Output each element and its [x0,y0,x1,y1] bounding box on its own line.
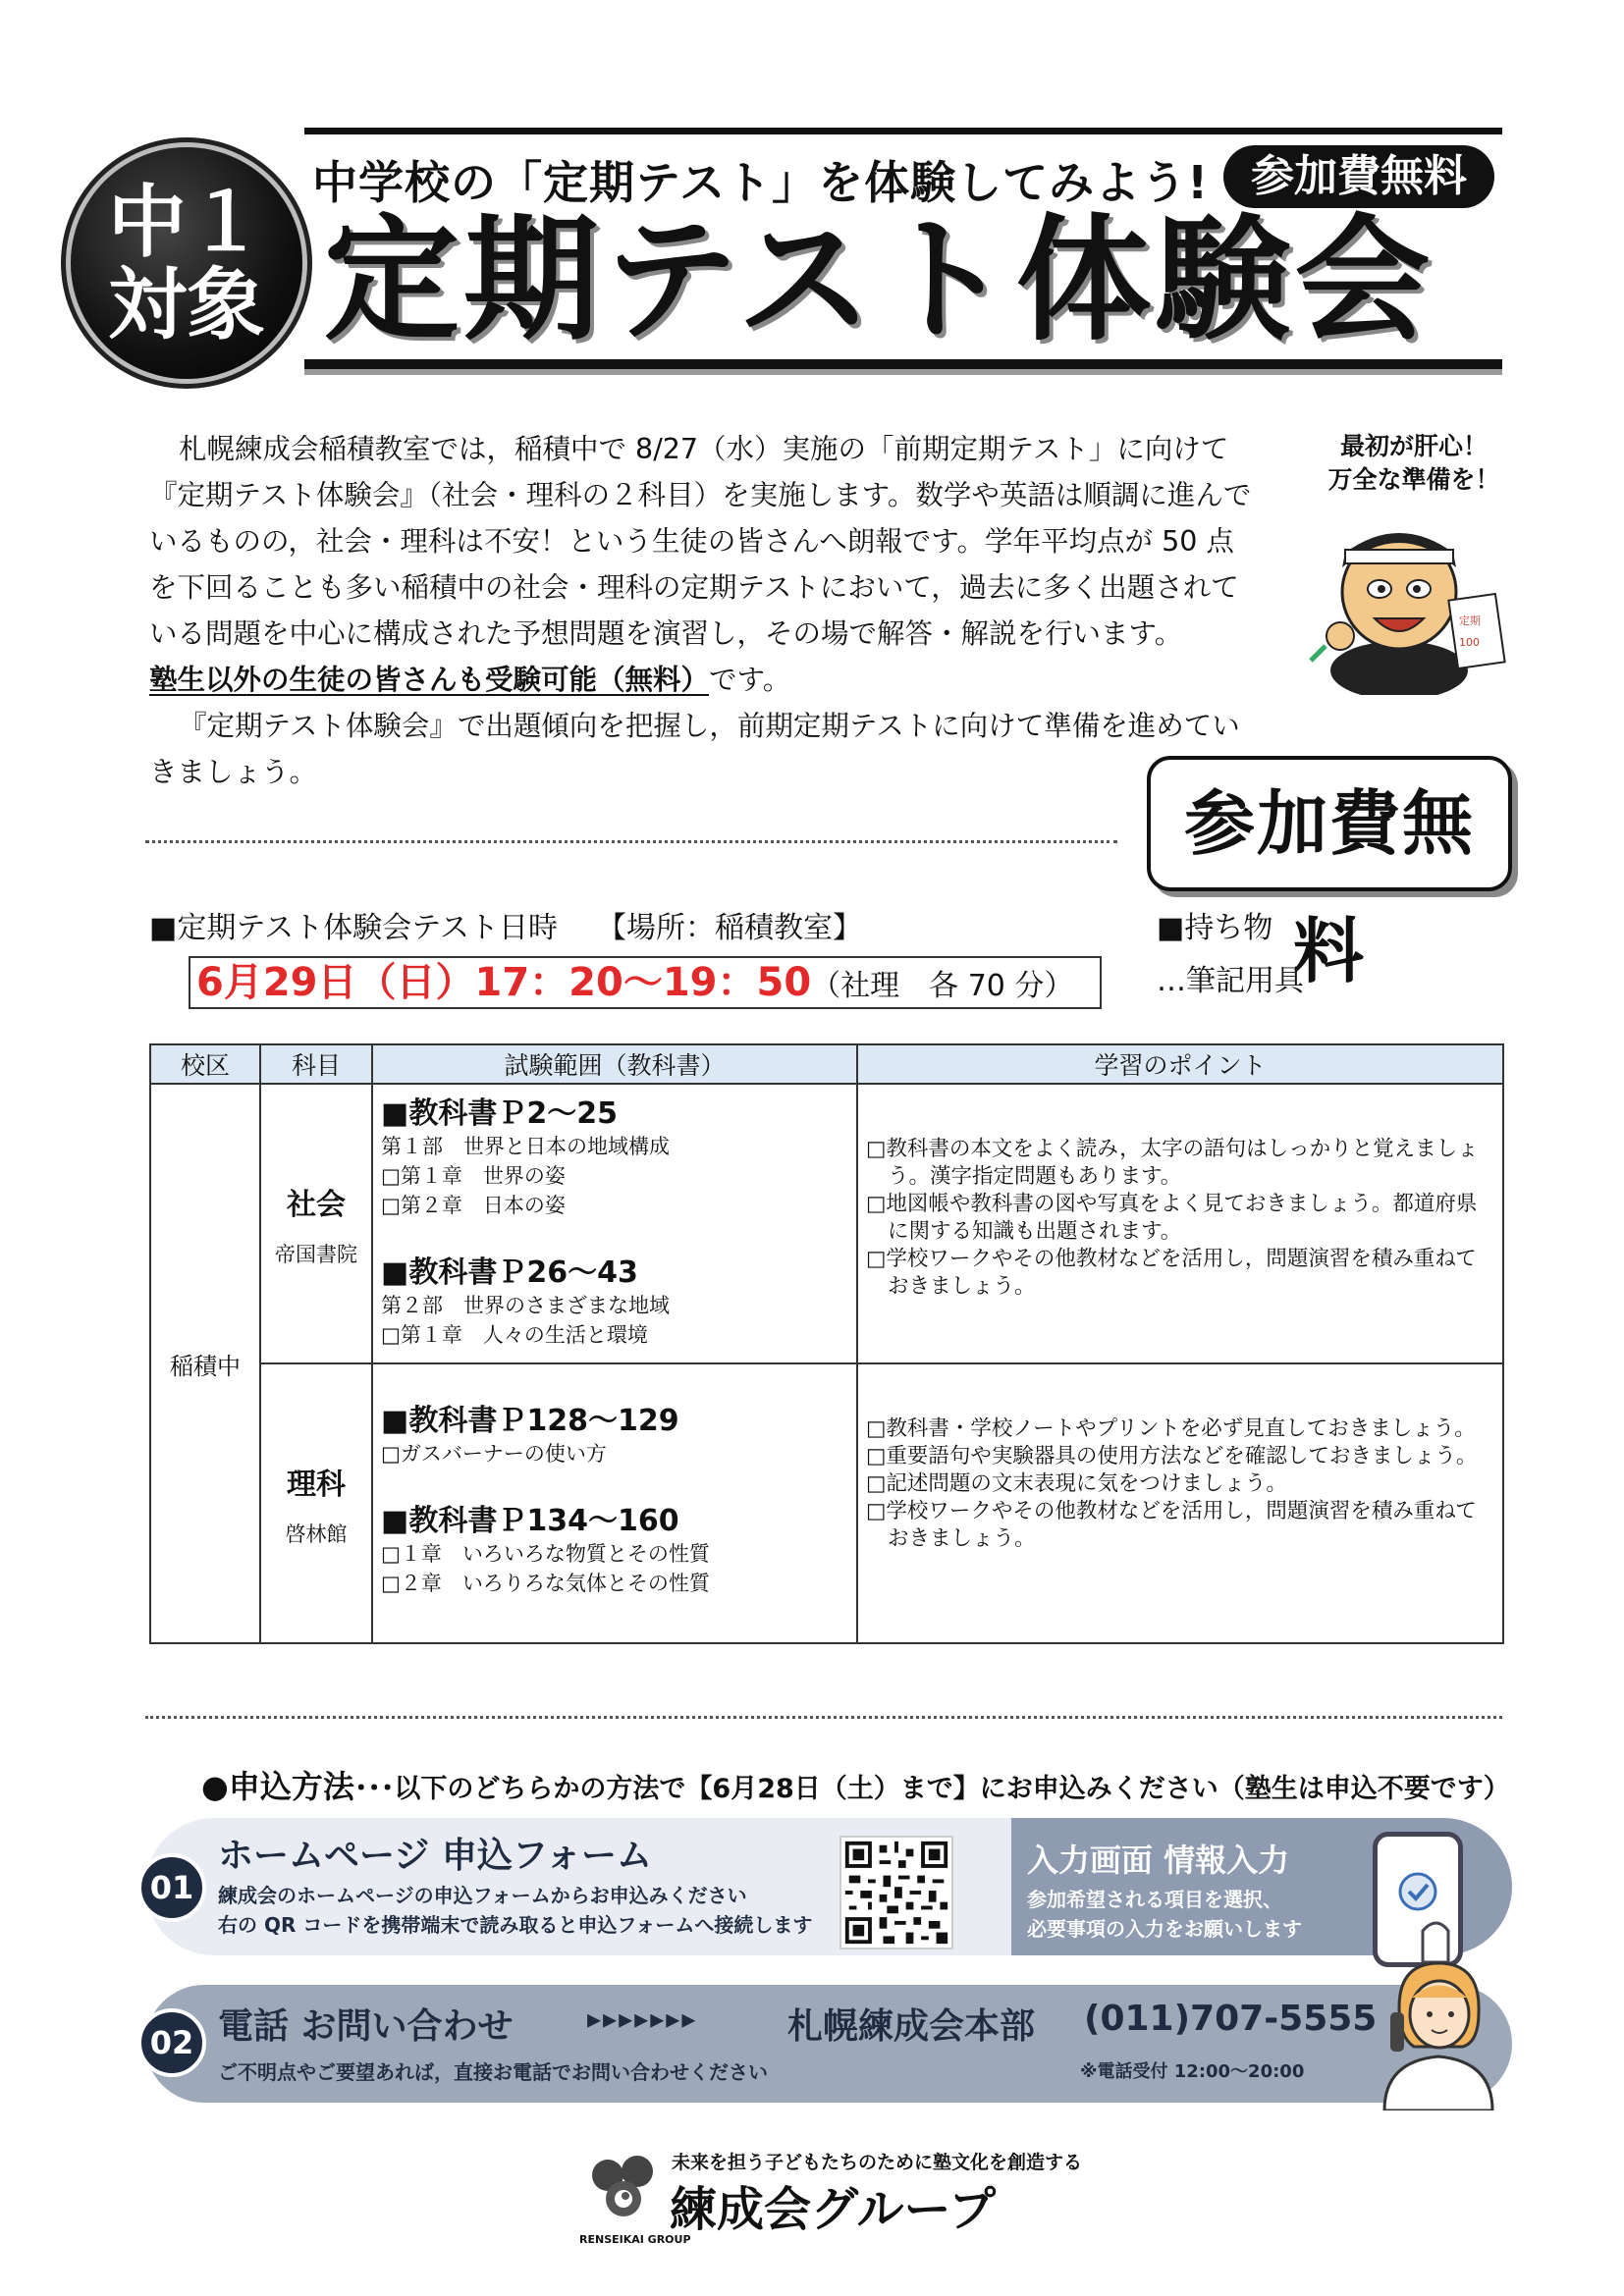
footer-org-name: 練成会グループ [670,2182,997,2237]
footer-logo-text: RENSEIKAI GROUP [579,2233,691,2246]
header-subject: 科目 [260,1044,372,1084]
range-heading: ■教科書Ｐ26〜43 [381,1255,638,1290]
study-point: □教科書の本文をよく読み，太字の語句はしっかりと覚えましょう。漢字指定問題もあります。 [866,1137,1479,1189]
bring-value: …筆記用具 [1157,964,1304,998]
mascot-speech-line2: 万全な準備を！ [1327,465,1500,494]
intro-emphasis-tail: です。 [709,664,791,696]
range-line: □第２章 日本の姿 [381,1194,566,1217]
footer-slogan: 未来を担う子どもたちのために塾文化を創造する [672,2152,1083,2173]
smartphone-icon [1373,1832,1463,1967]
exam-range-table [149,1043,1504,1644]
target-grade-badge [71,147,302,379]
method1-right-title: 入力画面 情報入力 [1027,1842,1290,1879]
bring-heading: ■持ち物 [1157,911,1273,945]
publisher-name: 啓林館 [285,1522,348,1546]
schedule-datetime: 6月29日（日）17：20〜19：50 [196,960,812,1005]
header-top-rule [304,128,1502,134]
study-point: □記述問題の文末表現に気をつけましょう。 [866,1471,1287,1496]
range-line: □第１章 人々の生活と環境 [381,1323,648,1347]
mascot-speech-line1: 最初が肝心！ [1339,432,1488,460]
renseikai-logo-icon [584,2150,663,2228]
method1-right-line2: 必要事項の入力をお願いします [1027,1917,1302,1941]
schedule-date-box [189,956,1102,1009]
table-header-row [150,1044,1503,1084]
phone-operator-icon [1365,1953,1512,2110]
intro-paragraph-2 [149,657,1259,703]
method1-line2: 右の QR コードを携帯端末で読み取ると申込フォームへ接続します [218,1913,813,1937]
office-name: 札幌練成会本部 [787,2006,1036,2047]
method2-number: 02 [137,2008,206,2077]
study-point: □学校ワークやその他教材などを活用し，問題演習を積み重ねておきましょう。 [866,1499,1477,1551]
free-fee-box: 参加費無料 [1147,756,1512,891]
schedule-heading [149,903,862,946]
school-name: 稲積中 [170,1352,241,1380]
study-point: □重要語句や実験器具の使用方法などを確認しておきましょう。 [866,1444,1478,1468]
free-fee-pill: 参加費無料 [1223,145,1494,208]
method1-right-line1: 参加希望される項目を選択、 [1027,1888,1282,1911]
method1-line1: 練成会のホームページの申込フォームからお申込みください [218,1884,747,1907]
divider-1 [145,840,1117,843]
points-cell-science [857,1363,1503,1643]
range-cell-social [372,1084,857,1363]
mascot-student-icon [1306,499,1512,695]
divider-2 [145,1716,1502,1719]
subject-cell-social [260,1084,372,1363]
study-point: □教科書・学校ノートやプリントを必ず見直しておきましょう。 [866,1416,1476,1441]
phone-hours: ※電話受付 12:00〜20:00 [1080,2061,1305,2082]
range-heading: ■教科書Ｐ2〜25 [381,1096,618,1131]
header-bottom-rule [304,359,1502,369]
subject-cell-science [260,1363,372,1643]
method2-title: 電話 お問い合わせ [218,2006,514,2047]
header-school: 校区 [150,1044,260,1084]
intro-text [149,426,1259,795]
badge-line2: 対象 [108,259,265,350]
range-line: □第１章 世界の姿 [381,1164,566,1188]
method2-line1: ご不明点やご要望あれば，直接お電話でお問い合わせください [218,2060,768,2084]
points-cell-social [857,1084,1503,1363]
school-cell [150,1084,260,1643]
intro-paragraph-1: 札幌練成会稲積教室では，稲積中で 8/27（水）実施の「前期定期テスト」に向けて『定期テスト体験会』（社会・理科の２科目）を実施します。数学や英語は順調に進んでいるものの，社会・理科は不安！という生徒の皆さんへ朗報です。学年平均点が 50 点を下回ることも多い稲積中の社会・理科の定期テストにおいて，過去に多く出題されている問題を中心に構成された予想問題を演習し，その場で解答・解説を行います。 [149,433,1252,650]
study-point: □地図帳や教科書の図や写真をよく見ておきましょう。都道府県に関する知識も出題されます。 [866,1192,1478,1244]
study-point: □学校ワークやその他教材などを活用し，問題演習を積み重ねておきましょう。 [866,1247,1477,1299]
apply-heading [201,1762,1510,1807]
header-points: 学習のポイント [857,1044,1503,1084]
schedule-title: ■定期テスト体験会テスト日時 [149,911,558,945]
range-heading: ■教科書Ｐ128〜129 [381,1404,679,1438]
arrows-icon: ▸▸▸▸▸▸▸ [587,2002,698,2035]
method1-title: ホームページ 申込フォーム [218,1836,653,1876]
intro-paragraph-3: 『定期テスト体験会』で出題傾向を把握し，前期定期テストに向けて準備を進めていきましょう。 [149,710,1240,788]
table-row-social [150,1084,1503,1363]
range-line: □１章 いろいろな物質とその性質 [381,1542,710,1566]
phone-number[interactable]: (011)707-5555 [1084,1999,1378,2039]
range-cell-science [372,1363,857,1643]
apply-heading-text: ･･･以下のどちらかの方法で【6月28日（土）まで】にお申込みください（塾生は申込不要です） [353,1774,1510,1804]
page-title: 定期テスト体験会 [324,201,1435,359]
range-line: 第１部 世界と日本の地域構成 [381,1135,670,1158]
qr-code-icon[interactable] [839,1836,953,1949]
subject-name: 理科 [287,1467,346,1502]
publisher-name: 帝国書院 [275,1242,357,1266]
range-line: □２章 いろりろな気体とその性質 [381,1572,710,1595]
svg-text:100: 100 [1459,636,1480,649]
range-line: 第２部 世界のさまざまな地域 [381,1294,670,1317]
mascot-speech [1316,430,1512,497]
badge-line1: 中１ [108,177,265,268]
svg-text:定期: 定期 [1459,614,1481,627]
range-heading: ■教科書Ｐ134〜160 [381,1504,679,1538]
subject-name: 社会 [287,1187,346,1222]
intro-emphasis: 塾生以外の生徒の皆さんも受験可能（無料） [149,664,710,696]
method1-number: 01 [137,1853,206,1922]
header-subtitle: 中学校の「定期テスト」を体験してみよう! [312,156,1210,209]
schedule-duration: （社理 各 70 分） [811,969,1074,1003]
header-range: 試験範囲（教科書） [372,1044,857,1084]
table-row-science [150,1363,1503,1643]
apply-heading-mark: ●申込方法 [201,1768,354,1805]
range-line: □ガスバーナーの使い方 [381,1442,607,1466]
schedule-place: 【場所：稲積教室】 [596,911,862,945]
